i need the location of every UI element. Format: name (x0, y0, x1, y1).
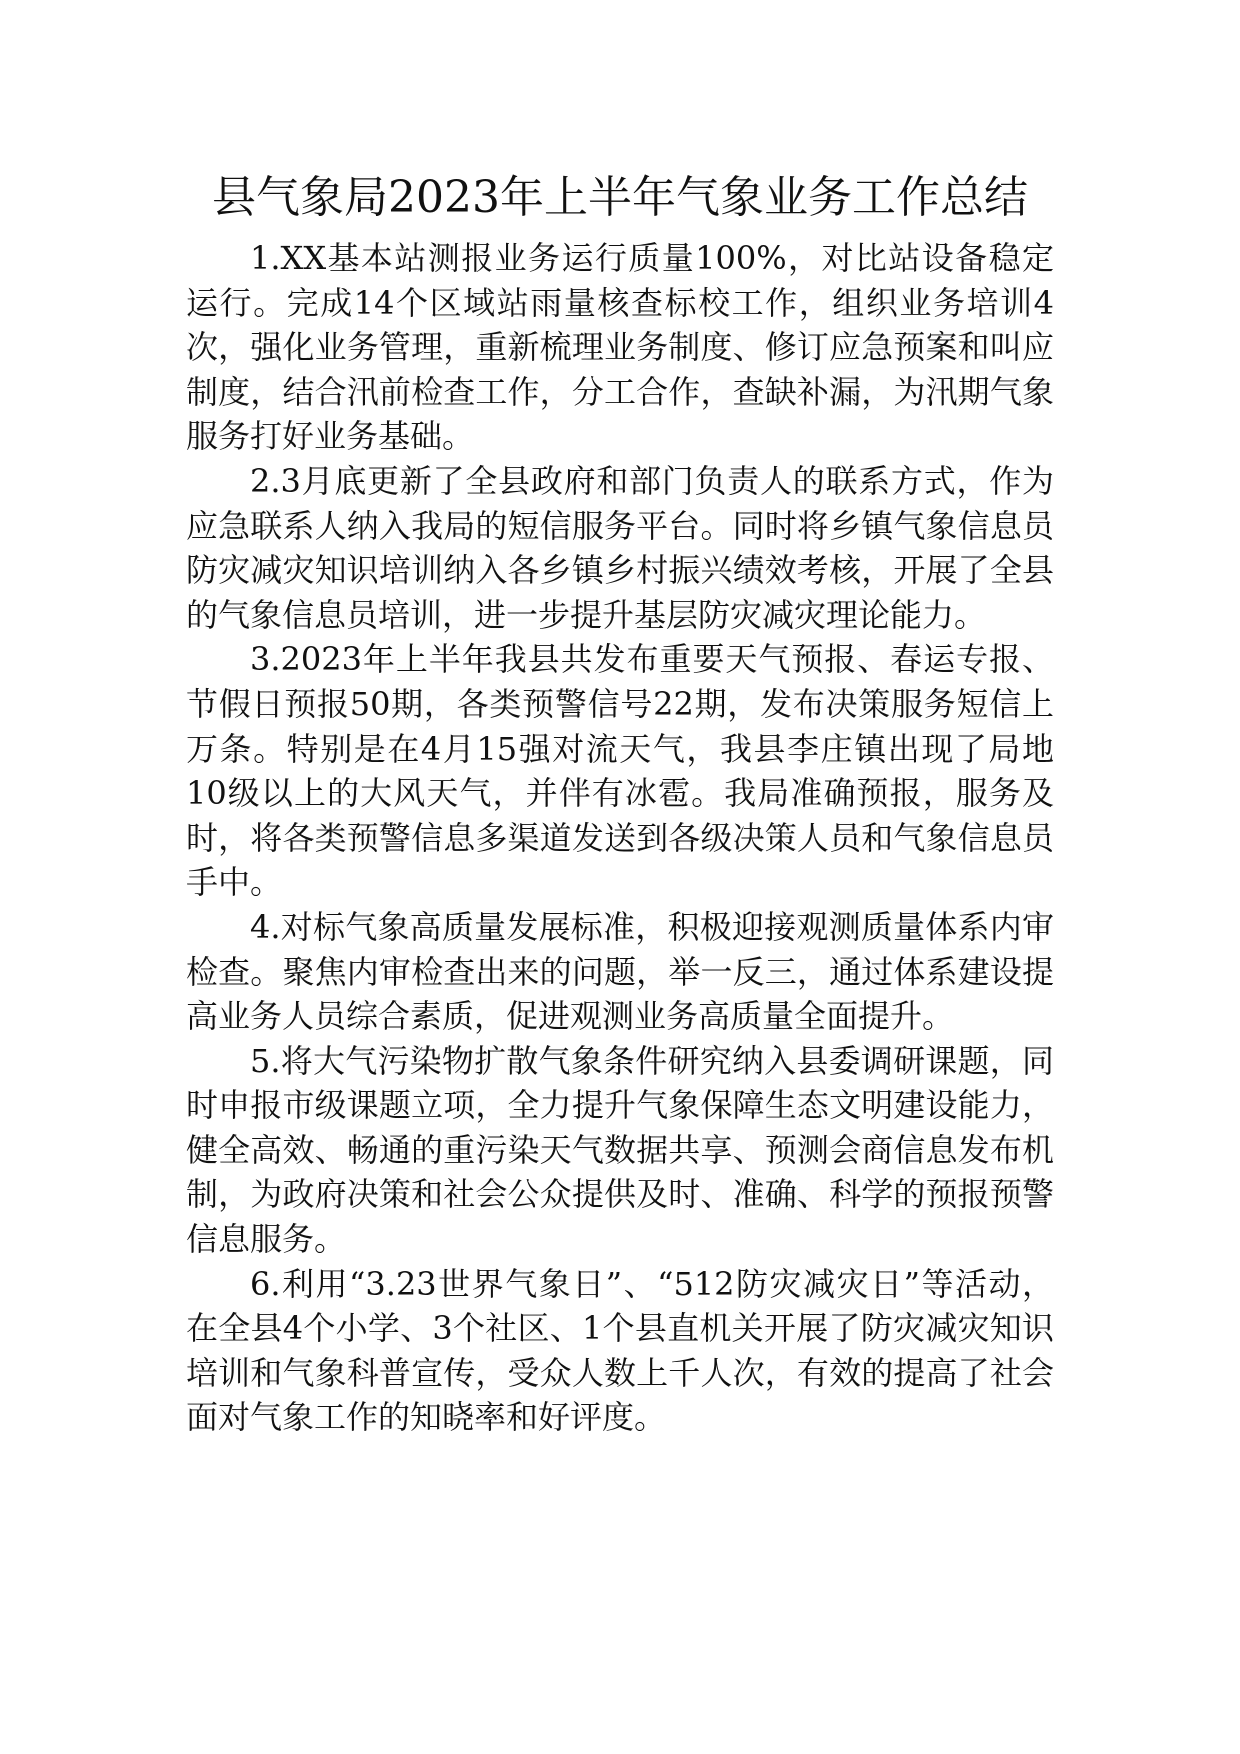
paragraph-5: 5.将大气污染物扩散气象条件研究纳入县委调研课题，同时申报市级课题立项，全力提升气象保障生态文明建设能力，健全高效、畅通的重污染天气数据共享、预测会商信息发布机制，为政府决策和社会公众提供及时、准确、科学的预报预警信息服务。 (186, 1041, 1054, 1259)
paragraph-4: 4.对标气象高质量发展标准，积极迎接观测质量体系内审检查。聚焦内审检查出来的问题，举一反三，通过体系建设提高业务人员综合素质，促进观测业务高质量全面提升。 (186, 907, 1054, 1036)
paragraph-3: 3.2023年上半年我县共发布重要天气预报、春运专报、节假日预报50期，各类预警信号22期，发布决策服务短信上万条。特别是在4月15强对流天气，我县李庄镇出现了局地10级以上的大风天气，并伴有冰雹。我局准确预报，服务及时，将各类预警信息多渠道发送到各级决策人员和气象信息员手中。 (186, 640, 1054, 902)
paragraph-6: 6.利用“3.23世界气象日”、“512防灾减灾日”等活动，在全县4个小学、3个社区、1个县直机关开展了防灾减灾知识培训和气象科普宣传，受众人数上千人次，有效的提高了社会面对气象工作的知晓率和好评度。 (186, 1264, 1054, 1437)
document-page (186, 168, 1054, 1440)
paragraph-1: 1.XX基本站测报业务运行质量100%，对比站设备稳定运行。完成14个区域站雨量核查标校工作，组织业务培训4次，强化业务管理，重新梳理业务制度、修订应急预案和叫应制度，结合汛前检查工作，分工合作，查缺补漏，为汛期气象服务打好业务基础。 (186, 239, 1054, 456)
document-title: 县气象局2023年上半年气象业务工作总结 (212, 172, 1028, 223)
paragraph-2: 2.3月底更新了全县政府和部门负责人的联系方式，作为应急联系人纳入我局的短信服务平台。同时将乡镇气象信息员防灾减灾知识培训纳入各乡镇乡村振兴绩效考核，开展了全县的气象信息员培训，进一步提升基层防灾减灾理论能力。 (186, 461, 1054, 634)
